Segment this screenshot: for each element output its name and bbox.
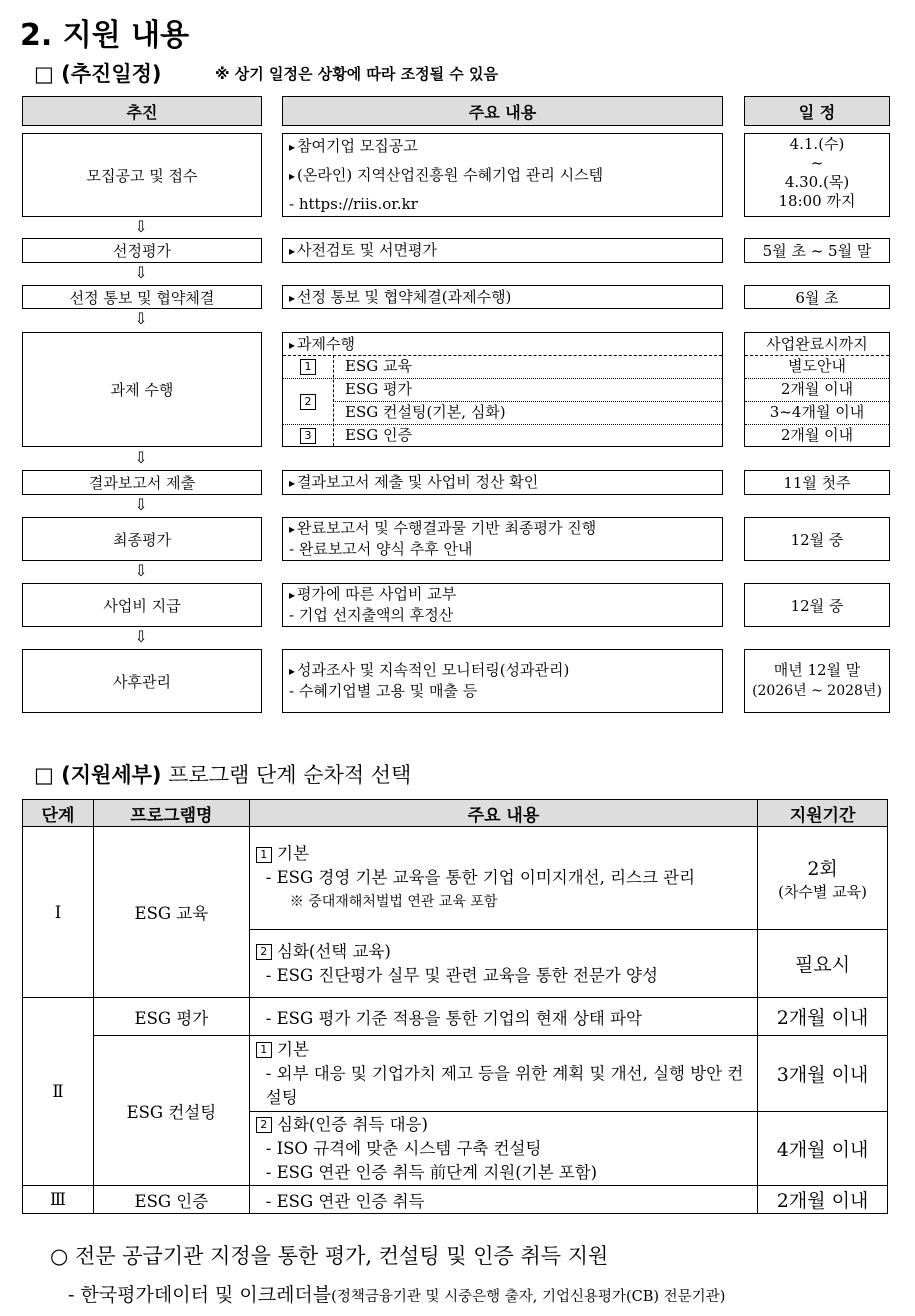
table-row (23, 1036, 888, 1112)
program-content (249, 1186, 757, 1214)
sub-label: ESG 인증 (345, 426, 412, 444)
content-box (282, 470, 723, 495)
detail-heading-bold: □ (지원세부) (34, 763, 162, 787)
date-line: 5월 초 ~ 5월 말 (762, 242, 872, 260)
date-line: 별도안내 (788, 357, 846, 375)
period-cell: 3개월 이내 (758, 1036, 888, 1112)
content-line: - 완료보고서 양식 추후 안내 (289, 540, 473, 558)
table-row (23, 1186, 888, 1214)
program-name: ESG 평가 (93, 998, 249, 1036)
date-line: ~ (810, 154, 824, 172)
content-line: - 기업 선지출액의 후정산 (289, 606, 454, 624)
stage-label: 선정 통보 및 협약체결 (69, 288, 215, 307)
content-line: ▸ 평가에 따른 사업비 교부 (289, 584, 716, 605)
period-cell (758, 827, 888, 930)
date-line: 2개월 이내 (780, 426, 854, 444)
header-stage: 단계 (23, 800, 94, 827)
page-title: 2. 지원 내용 (20, 18, 190, 53)
content-box (282, 649, 723, 713)
date-box (744, 332, 890, 447)
date-line: 매년 12월 말 (773, 661, 861, 679)
program-content (249, 827, 757, 930)
stage-box (22, 285, 262, 309)
table-row (23, 998, 888, 1036)
footer-sub (68, 1280, 725, 1307)
stage-label: 사후관리 (113, 672, 171, 691)
period-value: 2회 (807, 858, 838, 880)
stage-label: 모집공고 및 접수 (86, 166, 198, 185)
stage-box (22, 133, 262, 217)
date-box (744, 133, 890, 217)
date-line: 18:00 까지 (778, 192, 856, 210)
content-desc: - ESG 경영 기본 교육을 통한 기업 이미지개선, 리스크 관리 (265, 868, 696, 887)
detail-heading-text: 프로그램 단계 순차적 선택 (161, 763, 412, 787)
content-line: ▸ (온라인) 지역산업진흥원 수혜기업 관리 시스템 (289, 164, 716, 187)
content-box (282, 332, 723, 447)
date-line: 3~4개월 이내 (769, 403, 865, 421)
flow-arrow: ⇩ (134, 309, 148, 328)
content-desc: - 외부 대응 및 기업가치 제고 등을 위한 계획 및 개선, 실행 방안 컨설팅 (265, 1063, 744, 1107)
content-line: ▸ 사전검토 및 서면평가 (289, 239, 716, 262)
content-title: 심화(인증 취득 대응) (277, 1114, 428, 1134)
table-row (23, 827, 888, 930)
step-number: 1 (300, 359, 316, 375)
step-number: 2 (256, 1117, 272, 1133)
schedule-header-date: 일 정 (744, 96, 890, 126)
footer-sub-small: (정책금융기관 및 시중은행 출자, 기업신용평가(CB) 전문기관) (331, 1289, 726, 1305)
sub-label: ESG 교육 (345, 357, 412, 375)
content-line: ▸ 선정 통보 및 협약체결(과제수행) (289, 286, 716, 309)
step-number: 2 (300, 394, 316, 410)
content-line: ▸ 결과보고서 제출 및 사업비 정산 확인 (289, 471, 716, 494)
schedule-heading: □ (추진일정) (34, 62, 162, 86)
sub-label: ESG 평가 (345, 380, 412, 398)
program-name: ESG 인증 (93, 1186, 249, 1214)
content-box (282, 133, 723, 217)
flow-arrow: ⇩ (134, 448, 148, 467)
period-cell: 2개월 이내 (758, 1186, 888, 1214)
date-box (744, 470, 890, 495)
content-desc: - ESG 진단평가 실무 및 관련 교육을 통한 전문가 양성 (265, 965, 658, 985)
content-box (282, 583, 723, 627)
date-line: 4.1.(수) (789, 135, 845, 153)
schedule-note: ※ 상기 일정은 상황에 따라 조정될 수 있음 (215, 65, 498, 83)
schedule-header-content: 주요 내용 (282, 96, 723, 126)
stage-cell: Ⅱ (23, 998, 94, 1186)
date-line: 4.30.(목) (784, 173, 850, 191)
program-content (249, 998, 757, 1036)
period-sub: (차수별 교육) (778, 883, 868, 901)
content-line: - https://riis.or.kr (289, 195, 418, 213)
content-box (282, 238, 723, 263)
footer-sub-main: - 한국평가데이터 및 이크레더블 (68, 1284, 332, 1306)
date-box (744, 583, 890, 627)
content-desc: - ESG 연관 인증 취득 (265, 1191, 425, 1211)
step-number: 1 (256, 1042, 272, 1058)
detail-heading (34, 759, 411, 789)
flow-arrow: ⇩ (134, 263, 148, 282)
content-desc: - ISO 규격에 맞춘 시스템 구축 컨설팅 (265, 1138, 542, 1158)
date-box (744, 285, 890, 309)
content-title: 기본 (277, 844, 309, 863)
program-name: ESG 컨설팅 (93, 1036, 249, 1186)
period-cell: 4개월 이내 (758, 1112, 888, 1186)
stage-label: 과제 수행 (110, 381, 174, 399)
program-name: ESG 교육 (93, 827, 249, 998)
program-table (22, 799, 888, 1214)
schedule-header-stage: 추진 (22, 96, 262, 126)
stage-box (22, 238, 262, 263)
content-line: - 수혜기업별 고용 및 매출 등 (289, 682, 478, 700)
flow-arrow: ⇩ (134, 627, 148, 646)
stage-box (22, 470, 262, 495)
step-number: 1 (256, 847, 272, 863)
date-box (744, 238, 890, 263)
table-header-row (23, 800, 888, 827)
stage-box (22, 332, 262, 447)
date-line: 사업완료시까지 (766, 335, 868, 353)
footer-bullet: ○ 전문 공급기관 지정을 통한 평가, 컨설팅 및 인증 취득 지원 (50, 1244, 609, 1268)
stage-box (22, 517, 262, 561)
content-line: ▸ 과제수행 (289, 333, 355, 356)
content-note: ※ 중대재해처벌법 연관 교육 포함 (289, 894, 498, 910)
period-cell: 필요시 (758, 930, 888, 998)
period-cell: 2개월 이내 (758, 998, 888, 1036)
header-content: 주요 내용 (249, 800, 757, 827)
content-desc: - ESG 연관 인증 취득 前단계 지원(기본 포함) (265, 1162, 598, 1182)
stage-box (22, 583, 262, 627)
step-number: 3 (300, 428, 316, 444)
header-period: 지원기간 (758, 800, 888, 827)
date-line: 6월 초 (795, 288, 839, 307)
content-title: 기본 (277, 1039, 309, 1059)
date-line: 12월 중 (790, 596, 844, 615)
stage-cell: Ⅲ (23, 1186, 94, 1214)
stage-cell: Ⅰ (23, 827, 94, 998)
content-desc: - ESG 평가 기준 적용을 통한 기업의 현재 상태 파악 (265, 1008, 642, 1028)
date-line: 11월 첫주 (783, 474, 851, 492)
content-title: 심화(선택 교육) (277, 941, 391, 961)
content-line: ▸ 참여기업 모집공고 (289, 135, 716, 158)
stage-label: 결과보고서 제출 (88, 474, 196, 492)
content-box (282, 285, 723, 309)
date-line: 12월 중 (790, 530, 844, 549)
flow-arrow: ⇩ (134, 217, 148, 236)
content-line: ▸ 완료보고서 및 수행결과물 기반 최종평가 진행 (289, 518, 716, 539)
sub-label: ESG 컨설팅(기본, 심화) (345, 403, 506, 421)
header-program: 프로그램명 (93, 800, 249, 827)
flow-arrow: ⇩ (134, 561, 148, 580)
step-number: 2 (256, 944, 272, 960)
content-box (282, 517, 723, 561)
program-content (249, 1112, 757, 1186)
stage-box (22, 649, 262, 713)
stage-label: 사업비 지급 (103, 596, 181, 615)
stage-label: 선정평가 (113, 242, 171, 260)
date-line: (2026년 ~ 2028년) (752, 683, 882, 699)
content-line: ▸ 성과조사 및 지속적인 모니터링(성과관리) (289, 660, 716, 681)
program-content (249, 930, 757, 998)
date-box (744, 517, 890, 561)
stage-label: 최종평가 (113, 530, 171, 549)
flow-arrow: ⇩ (134, 495, 148, 514)
date-line: 2개월 이내 (780, 380, 854, 398)
date-box (744, 649, 890, 713)
program-content (249, 1036, 757, 1112)
